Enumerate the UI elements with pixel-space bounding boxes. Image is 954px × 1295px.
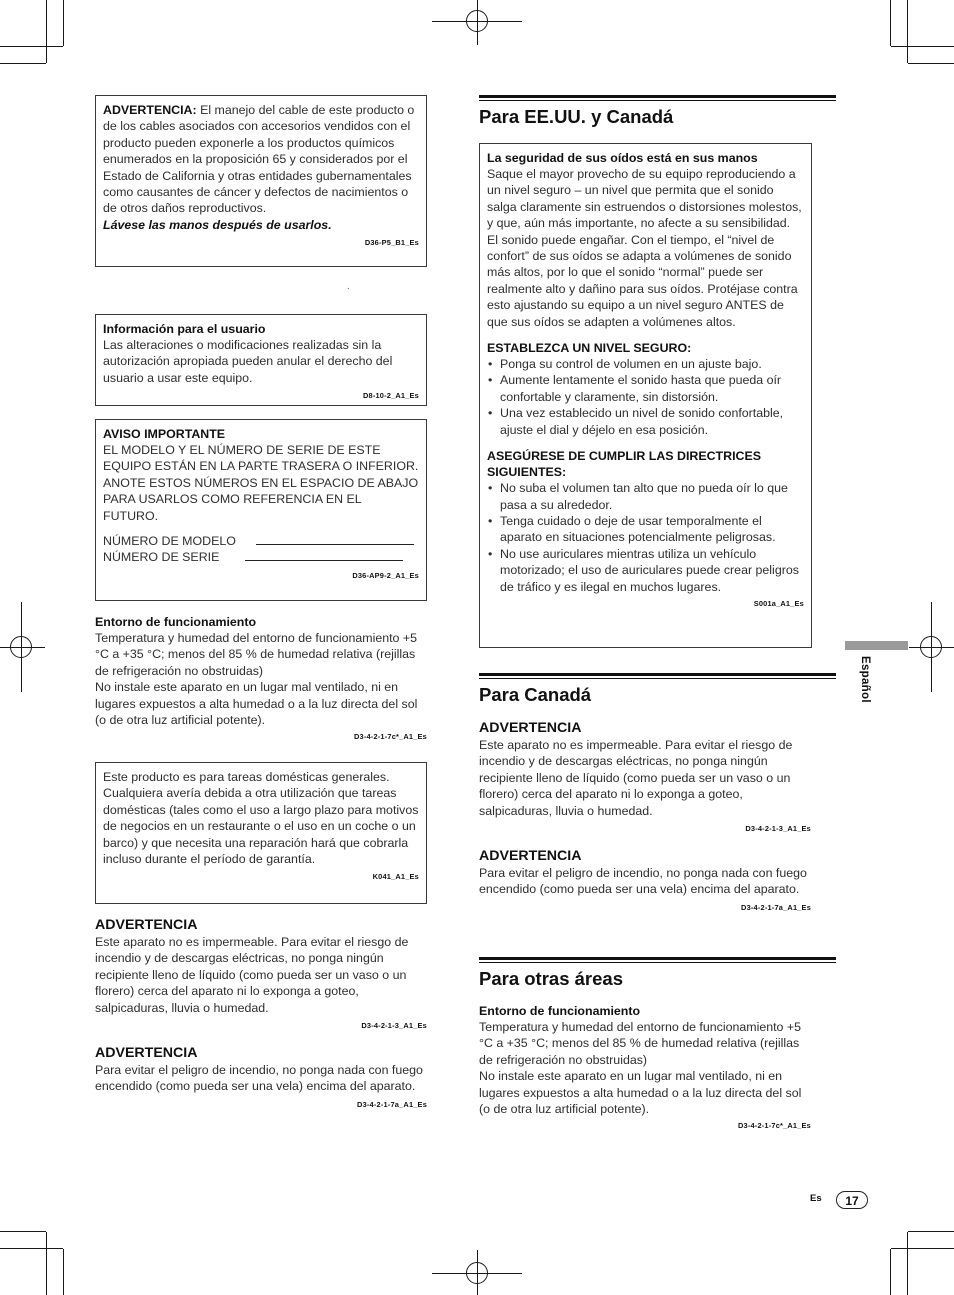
list-item: • Aumente lentamente el sonido hasta que pueda oír confortable y claramente, sin distorsión. — [487, 372, 804, 405]
hearing-safety-code: S001a_A1_Es — [753, 598, 804, 608]
household-use-text: Este producto es para tareas domésticas generales. Cualquiera avería debida a otra utilización que tareas domésticas (tales como el uso a largo plazo para motivos de negocios en un restaurante o el uso en un coche o un barco) y que necesita una reparación hará que cobrarla incluso durante el período de garantía. — [103, 770, 419, 867]
usa-canada-heading: Para EE.UU. y Canadá — [479, 106, 674, 127]
important-notice-text1: EL MODELO Y EL NÚMERO DE SERIE DE ESTE EQUIPO ESTÁN EN LA PARTE TRASERA O INFERIOR. — [103, 443, 419, 474]
model-number-row — [103, 533, 419, 549]
operating-environment-title: Entorno de funcionamiento — [95, 615, 257, 629]
other-areas-environment — [479, 1003, 811, 1135]
canada-warning-fire-text: Para evitar el peligro de incendio, no ponga nada con fuego encendido (como pueda ser una vela) encima del aparato. — [479, 866, 807, 897]
usa-section-rule — [479, 95, 836, 98]
footer-language: Es — [810, 1193, 822, 1204]
hearing-safety-text: Saque el mayor provecho de su equipo reproduciendo a un nivel seguro – un nivel que permita que el sonido salga claramente sin estruendos o distorsiones molestos, y que, aún más importante, no afecte a su sensibilidad. El sonido puede engañar. Con el tiempo, el “nivel de confort” de sus oídos se adapta a volúmenes de sonido más altos, por lo que el sonido “normal” puede ser realmente alto y dañino para sus oídos. Protéjase contra esto ajustando su equipo a un nivel seguro ANTES de que sus oídos se adapten a volúmenes altos. — [487, 167, 802, 329]
important-notice-box — [95, 419, 427, 601]
guidelines-title: ASEGÚRESE DE CUMPLIR LAS DIRECTRICES SIGUIENTES: — [487, 449, 761, 480]
user-info-title: Información para el usuario — [103, 322, 266, 336]
prop65-text — [103, 102, 419, 217]
list-item: • Ponga su control de volumen en un ajuste bajo. — [487, 356, 804, 372]
other-areas-env-text2: No instale este aparato en un lugar mal ventilado, ni en lugares expuestos a alta humedad o a la luz directa del sol (o de otra luz artificial potente). — [479, 1069, 802, 1117]
operating-environment-section — [95, 614, 427, 746]
user-info-code: D8-10-2_A1_Es — [362, 391, 419, 401]
left-warning-fire-text: Para evitar el peligro de incendio, no ponga nada con fuego encendido (como pueda ser una vela) encima del aparato. — [95, 1063, 423, 1094]
canada-section-rule — [479, 673, 836, 676]
household-use-box — [95, 762, 427, 904]
serial-number-field[interactable] — [245, 549, 403, 561]
hearing-safety-box — [479, 143, 812, 648]
prop65-wash-hands: Lávese las manos después de usarlos. — [103, 217, 332, 232]
canada-warning-water — [479, 719, 811, 837]
operating-environment-code: D3-4-2-1-7c*_A1_Es — [353, 732, 427, 742]
safe-level-title: ESTABLEZCA UN NIVEL SEGURO: — [487, 341, 692, 356]
other-areas-section-rule — [479, 957, 836, 960]
other-areas-env-title: Entorno de funcionamiento — [479, 1004, 641, 1018]
other-areas-section-rule-thin — [479, 962, 836, 963]
canada-warning-fire-title: ADVERTENCIA — [479, 848, 582, 864]
left-warning-water-title: ADVERTENCIA — [95, 917, 198, 933]
stray-dot: . — [347, 281, 350, 292]
canada-warning-fire — [479, 847, 811, 916]
model-number-label: NÚMERO DE MODELO — [103, 534, 236, 549]
canada-warning-water-text: Este aparato no es impermeable. Para evitar el riesgo de incendio y de descargas eléctricas, no ponga ningún recipiente lleno de líquido (como pueda ser un vaso o un florero) cerca del aparato ni lo exponga a goteo, salpicaduras, lluvia o humedad. — [479, 738, 793, 818]
important-notice-text2: ANOTE ESTOS NÚMEROS EN EL ESPACIO DE ABAJO PARA USARLOS COMO REFERENCIA EN EL FUTURO. — [103, 475, 419, 523]
other-areas-env-code: D3-4-2-1-7c*_A1_Es — [737, 1121, 811, 1131]
left-warning-fire-code: D3-4-2-1-7a_A1_Es — [357, 1099, 427, 1109]
model-number-field[interactable] — [256, 533, 414, 545]
language-tab-label: Español — [859, 656, 871, 703]
user-info-box — [95, 314, 427, 406]
canada-section-rule-thin — [479, 678, 836, 679]
language-tab-bar — [845, 641, 908, 650]
prop65-body: El manejo del cable de este producto o de los cables asociados con accesorios vendidos con el producto pueden exponerle a los productos químicos enumerados en la proposición 65 y considerados por el Estado de California y otras entidades gubernamentales como causantes de cáncer y defectos de nacimientos o de otros daños reproductivos. — [103, 103, 415, 216]
operating-environment-text2: No instale este aparato en un lugar mal ventilado, ni en lugares expuestos a alta humedad o a la luz directa del sol (o de otra luz artificial potente). — [95, 680, 418, 728]
household-use-code: K041_A1_Es — [372, 872, 419, 882]
serial-number-row — [103, 549, 419, 565]
important-notice-code: D36-AP9-2_A1_Es — [352, 570, 419, 580]
left-warning-water-text: Este aparato no es impermeable. Para evitar el riesgo de incendio y de descargas eléctricas, no ponga ningún recipiente lleno de líquido (como pueda ser un vaso o un florero) cerca del aparato ni lo exponga a goteo, salpicaduras, lluvia o humedad. — [95, 935, 409, 1015]
operating-environment-text1: Temperatura y humedad del entorno de funcionamiento +5 °C a +35 °C; menos del 85 % de humedad relativa (rejillas de refrigeración no obstruidas) — [95, 631, 418, 678]
left-warning-fire-title: ADVERTENCIA — [95, 1045, 198, 1061]
left-warning-water-code: D3-4-2-1-3_A1_Es — [361, 1021, 427, 1031]
list-item: • Tenga cuidado o deje de usar temporalmente el aparato en situaciones potencialmente peligrosas. — [487, 513, 804, 546]
canada-heading: Para Canadá — [479, 684, 592, 705]
list-item: • Una vez establecido un nivel de sonido confortable, ajuste el dial y déjelo en esa posición. — [487, 405, 804, 438]
left-warning-fire — [95, 1044, 427, 1113]
prop65-code: D36-P5_B1_Es — [364, 238, 419, 248]
prop65-warning-box — [95, 95, 427, 267]
list-item: • No suba el volumen tan alto que no pueda oír lo que pasa a su alrededor. — [487, 480, 804, 513]
serial-number-label: NÚMERO DE SERIE — [103, 550, 220, 565]
canada-warning-water-code: D3-4-2-1-3_A1_Es — [745, 824, 811, 834]
canada-warning-water-title: ADVERTENCIA — [479, 720, 582, 736]
user-info-text: Las alteraciones o modificaciones realizadas sin la autorización apropiada pueden anular el derecho del usuario a usar este equipo. — [103, 338, 393, 385]
usa-section-rule-thin — [479, 100, 836, 101]
list-item: • No use auriculares mientras utiliza un vehículo motorizado; el uso de auriculares puede crear peligros de tráfico y es ilegal en muchos lugares. — [487, 546, 804, 595]
important-notice-title: AVISO IMPORTANTE — [103, 427, 226, 441]
page-number: 17 — [845, 1194, 859, 1208]
canada-warning-fire-code: D3-4-2-1-7a_A1_Es — [741, 902, 811, 912]
prop65-label: ADVERTENCIA: — [103, 103, 197, 117]
other-areas-env-text1: Temperatura y humedad del entorno de funcionamiento +5 °C a +35 °C; menos del 85 % de humedad relativa (rejillas de refrigeración no obstruidas) — [479, 1020, 802, 1067]
guidelines-list — [487, 480, 804, 595]
safe-level-list — [487, 356, 804, 438]
page-number-badge — [836, 1191, 868, 1209]
hearing-safety-title: La seguridad de sus oídos está en sus manos — [487, 151, 758, 165]
left-warning-water — [95, 916, 427, 1034]
other-areas-heading: Para otras áreas — [479, 968, 623, 989]
